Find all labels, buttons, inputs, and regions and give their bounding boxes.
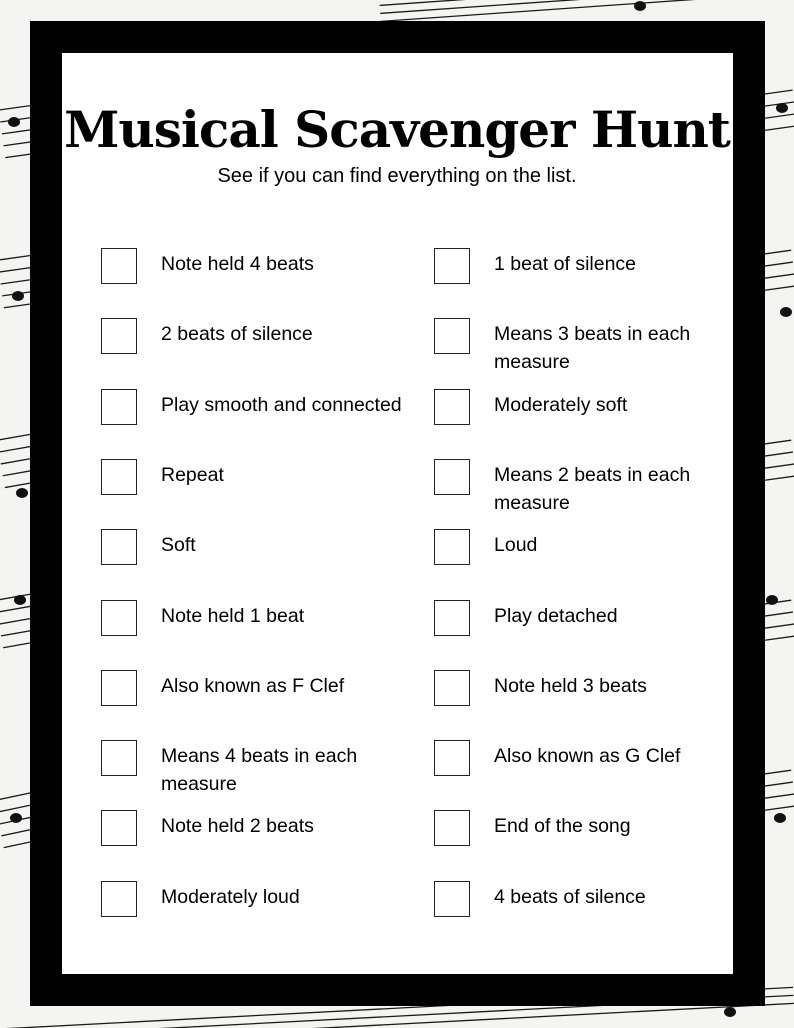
checklist-item-label: Moderately loud (161, 886, 300, 908)
checklist-item-label: Also known as F Clef (161, 675, 345, 697)
checklist-item-label: Repeat (161, 464, 224, 486)
checklist-item-label: 2 beats of silence (161, 323, 313, 345)
checklist-item-label: Play smooth and connected (161, 394, 402, 416)
checkbox[interactable] (101, 389, 137, 425)
checklist-item-label: 1 beat of silence (494, 253, 637, 275)
checkbox[interactable] (434, 459, 470, 495)
checklist-item-label: Note held 2 beats (161, 815, 314, 837)
checkbox[interactable] (101, 600, 137, 636)
checklist-item-label: Means 2 beats in each measure (494, 464, 691, 514)
checklist-item-label: End of the song (494, 815, 631, 837)
checkbox[interactable] (434, 318, 470, 354)
checklist-item-label: Soft (161, 534, 196, 556)
checkbox[interactable] (434, 670, 470, 706)
checkbox[interactable] (434, 529, 470, 565)
checkbox[interactable] (101, 318, 137, 354)
checkbox[interactable] (101, 881, 137, 917)
checkbox[interactable] (434, 810, 470, 846)
checklist-item-label: Also known as G Clef (494, 745, 681, 767)
checkbox[interactable] (101, 529, 137, 565)
checklist-item-label: Loud (494, 534, 538, 556)
checkbox[interactable] (434, 881, 470, 917)
checklist-item-label: Note held 4 beats (161, 253, 314, 275)
checklist-item-label: Play detached (494, 605, 618, 627)
checkbox[interactable] (101, 459, 137, 495)
checkbox[interactable] (101, 740, 137, 776)
checkbox[interactable] (101, 248, 137, 284)
checklist-item-label: Means 4 beats in each measure (161, 745, 358, 795)
checklist-item-label: Moderately soft (494, 394, 628, 416)
checklist-item-label: 4 beats of silence (494, 886, 646, 908)
page-title: Musical Scavenger Hunt (64, 100, 730, 159)
checkbox[interactable] (434, 389, 470, 425)
checkbox[interactable] (434, 248, 470, 284)
checklist-item-label: Note held 3 beats (494, 675, 647, 697)
checklist-item-label: Note held 1 beat (161, 605, 305, 627)
page-subtitle: See if you can find everything on the list. (217, 165, 577, 187)
checkbox[interactable] (101, 810, 137, 846)
checklist-item-label: Means 3 beats in each measure (494, 323, 691, 373)
checkbox[interactable] (434, 600, 470, 636)
checkbox[interactable] (101, 670, 137, 706)
checkbox[interactable] (434, 740, 470, 776)
